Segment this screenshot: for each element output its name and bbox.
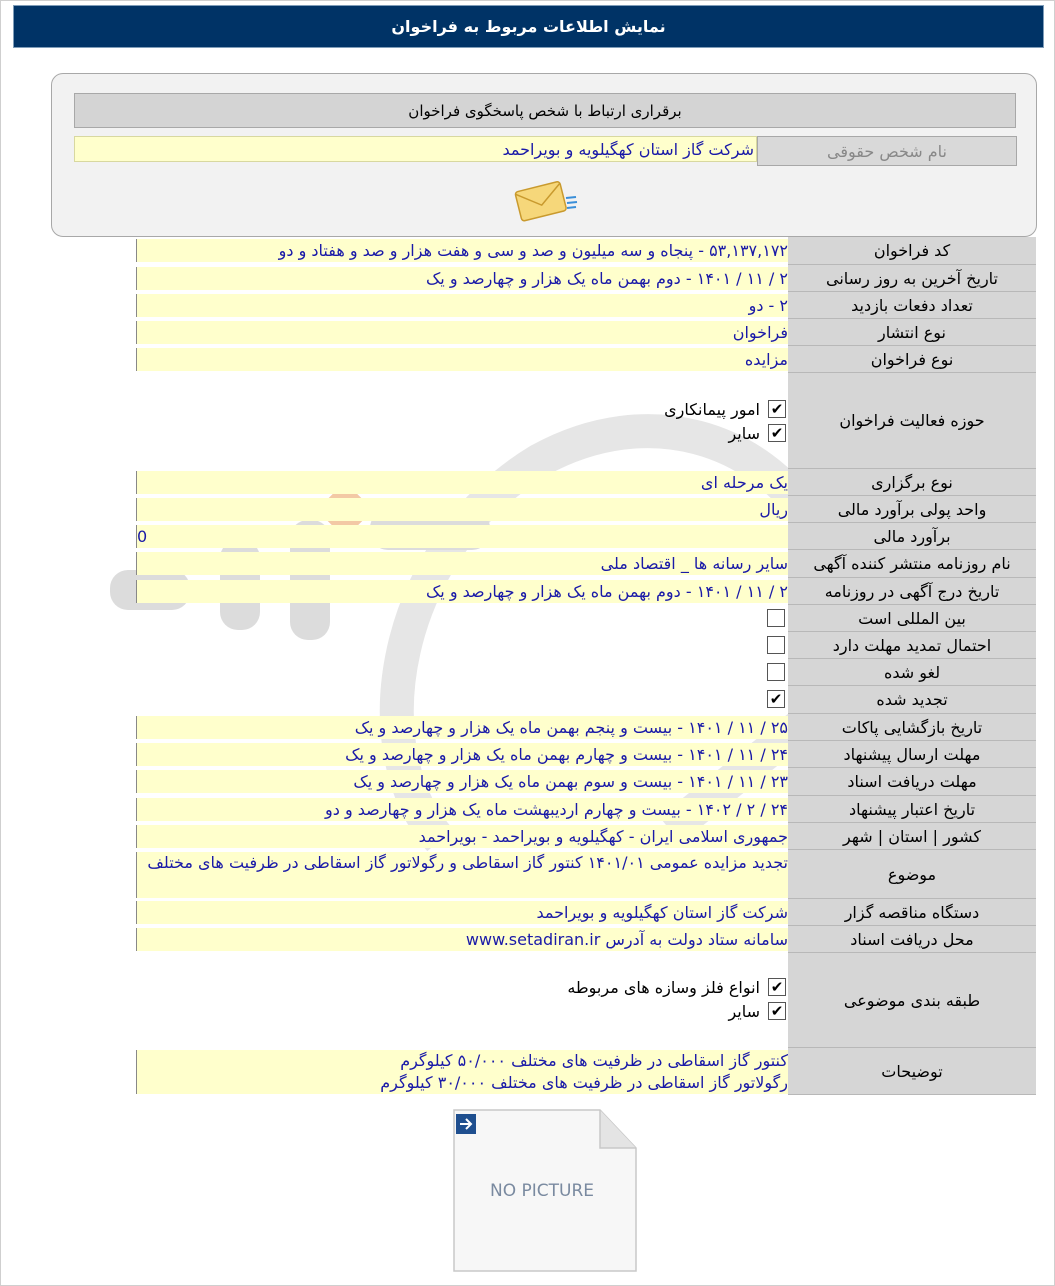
description-label: توضیحات [788,1048,1036,1095]
description-line: کنتور گاز اسقاطی در ظرفیت های مختلف ۵۰/۰۰۰ کیلوگرم [400,1051,788,1070]
publish-type-label: نوع انتشار [788,319,1036,346]
checkbox-checked[interactable]: ✔ [768,978,786,996]
row-category [136,953,1036,1048]
docs-deadline-value: ۲۳ / ۱۱ / ۱۴۰۱ - بیست و سوم بهمن ماه یک هزار و چهارصد و یک [136,770,788,793]
international-checkbox[interactable] [767,609,785,627]
row-holding-type [136,469,1036,496]
extension-checkbox[interactable] [767,636,785,654]
submit-deadline-value: ۲۴ / ۱۱ / ۱۴۰۱ - بیست و چهارم بهمن ماه یک هزار و چهارصد و یک [136,743,788,766]
row-last-update [136,265,1036,292]
activity-item [386,421,786,445]
row-subject [136,850,1036,899]
description-value [136,1050,788,1094]
call-type-label: نوع فراخوان [788,346,1036,373]
newspaper-value: سایر رسانه ها _ اقتصاد ملی [136,552,788,575]
last-update-label: تاریخ آخرین به روز رسانی [788,265,1036,292]
row-call-type [136,346,1036,373]
activity-label: حوزه فعالیت فراخوان [788,373,1036,469]
row-renewed [136,686,1036,714]
opening-date-value: ۲۵ / ۱۱ / ۱۴۰۱ - بیست و پنجم بهمن ماه یک هزار و چهارصد و یک [136,716,788,739]
row-currency [136,496,1036,523]
activity-item [386,397,786,421]
code-value: ۵۳,۱۳۷,۱۷۲ - پنجاه و سه میلیون و صد و سی و هفت هزار و صد و هفتاد و دو [136,239,788,262]
row-docs-deadline [136,768,1036,796]
row-cancelled [136,659,1036,686]
no-picture-image [450,1108,638,1273]
newspaper-date-label: تاریخ درج آگهی در روزنامه [788,578,1036,605]
checkbox-checked[interactable]: ✔ [768,400,786,418]
checkbox-checked[interactable]: ✔ [768,424,786,442]
contact-panel-title [74,93,1016,128]
renewed-checkbox[interactable]: ✔ [767,690,785,708]
newspaper-date-value: ۲ / ۱۱ / ۱۴۰۱ - دوم بهمن ماه یک هزار و چهارصد و یک [136,580,788,603]
publish-type-value: فراخوان [136,321,788,344]
submit-deadline-label: مهلت ارسال پیشنهاد [788,741,1036,768]
row-docs-place [136,926,1036,953]
row-activity [136,373,1036,469]
organizer-label: دستگاه مناقصه گزار [788,899,1036,926]
validity-value: ۲۴ / ۲ / ۱۴۰۲ - بیست و چهارم اردیبهشت ماه یک هزار و چهارصد و دو [136,798,788,821]
row-international [136,605,1036,632]
opening-date-label: تاریخ بازگشایی پاکات [788,714,1036,741]
category-label: طبقه بندی موضوعی [788,953,1036,1048]
international-label: بین المللی است [788,605,1036,632]
organizer-value: شرکت گاز استان کهگیلویه و بویراحمد [136,901,788,924]
category-item-label: انواع فلز وسازه های مربوطه [567,977,760,997]
docs-deadline-label: مهلت دریافت اسناد [788,768,1036,796]
envelope-icon[interactable] [512,178,578,226]
category-checkboxes [386,975,786,1023]
activity-checkboxes [386,397,786,445]
activity-item-label: امور پیمانکاری [664,399,760,419]
row-visits [136,292,1036,319]
extension-label: احتمال تمدید مهلت دارد [788,632,1036,659]
row-code [136,237,1036,265]
cancelled-label: لغو شده [788,659,1036,686]
docs-place-value: سامانه ستاد دولت به آدرس www.setadiran.ir [136,928,788,951]
contact-title-text: برقراری ارتباط با شخص پاسخگوی فراخوان [408,101,682,120]
location-value: جمهوری اسلامی ایران - کهگیلویه و بویراحمد - بویراحمد [136,825,788,848]
cancelled-checkbox[interactable] [767,663,785,681]
category-item [386,975,786,999]
currency-value: ریال [136,498,788,521]
contact-panel [51,73,1037,237]
call-type-value: مزایده [136,348,788,371]
newspaper-label: نام روزنامه منتشر کننده آگهی [788,550,1036,578]
checkbox-checked[interactable]: ✔ [768,1002,786,1020]
row-newspaper-date [136,578,1036,605]
legal-person-label: نام شخص حقوقی [757,136,1017,166]
activity-item-label: سایر [728,423,760,443]
code-label: کد فراخوان [788,237,1036,265]
no-picture-text: NO PICTURE [489,1181,595,1201]
subject-value: تجدید مزایده عمومی ۱۴۰۱/۰۱ کنتور گاز اسقاطی و رگولاتور گاز اسقاطی در ظرفیت های مختلف [136,852,788,898]
row-extension [136,632,1036,659]
last-update-value: ۲ / ۱۱ / ۱۴۰۱ - دوم بهمن ماه یک هزار و چهارصد و یک [136,267,788,290]
row-opening-date [136,714,1036,741]
row-validity [136,796,1036,823]
currency-label: واحد پولی برآورد مالی [788,496,1036,523]
estimate-label: برآورد مالی [788,523,1036,550]
holding-type-value: یک مرحله ای [136,471,788,494]
category-item [386,999,786,1023]
row-submit-deadline [136,741,1036,768]
row-estimate [136,523,1036,550]
row-description [136,1048,1036,1095]
legal-person-value: شرکت گاز استان کهگیلویه و بویراحمد [74,136,757,162]
subject-label: موضوع [788,850,1036,899]
page-header [13,5,1044,48]
row-location [136,823,1036,850]
page-title: نمایش اطلاعات مربوط به فراخوان [391,17,666,36]
docs-place-label: محل دریافت اسناد [788,926,1036,953]
row-publish-type [136,319,1036,346]
holding-type-label: نوع برگزاری [788,469,1036,496]
location-label: کشور | استان | شهر [788,823,1036,850]
category-item-label: سایر [728,1001,760,1021]
row-organizer [136,899,1036,926]
visits-label: تعداد دفعات بازدید [788,292,1036,319]
validity-label: تاریخ اعتبار پیشنهاد [788,796,1036,823]
description-line: رگولاتور گاز اسقاطی در ظرفیت های مختلف ۳۰/۰۰۰ کیلوگرم [380,1073,788,1092]
visits-value: ۲ - دو [136,294,788,317]
row-newspaper [136,550,1036,578]
renewed-label: تجدید شده [788,686,1036,714]
estimate-value: 0 [136,525,788,548]
